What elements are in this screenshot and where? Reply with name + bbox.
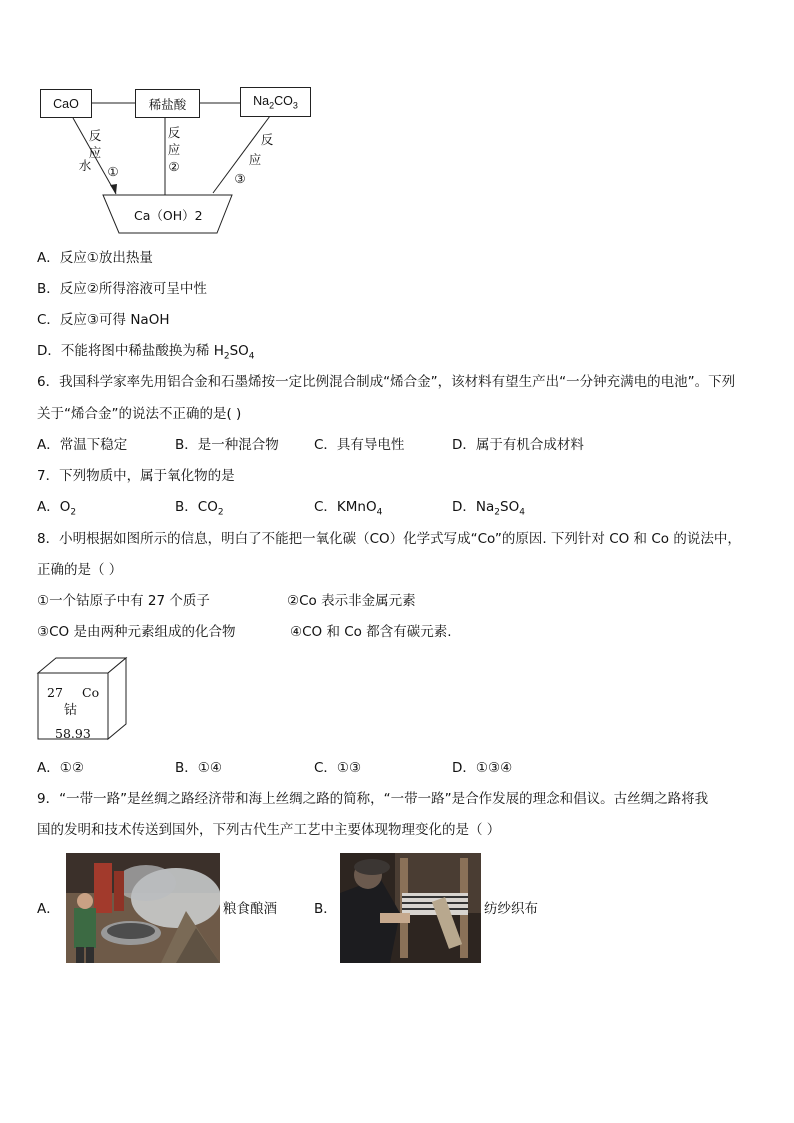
q6-stem-line1: 6．我国科学家率先用铝合金和石墨烯按一定比例混合制成“烯合金”，该材料有望生产出“一分钟充满电的电池”。下列	[37, 374, 736, 390]
q8-statement-3: ③CO 是由两种元素组成的化合物	[37, 624, 236, 640]
q6-option-a[interactable]: A．常温下稳定	[37, 437, 128, 453]
q5-option-b[interactable]: B．反应②所得溶液可呈中性	[37, 281, 207, 297]
q5-option-a[interactable]: A．反应①放出热量	[37, 250, 153, 266]
element-symbol: Co	[82, 685, 100, 700]
q8-stem-line2: 正确的是（ ）	[37, 562, 123, 578]
q8-option-b[interactable]: B．①④	[175, 760, 222, 776]
element-name: 钴	[64, 703, 78, 718]
q8-statement-1: ①一个钴原子中有 27 个质子	[37, 593, 210, 609]
weaving-photo-image	[340, 853, 481, 963]
q6-option-b[interactable]: B．是一种混合物	[175, 437, 279, 453]
brewing-photo	[66, 853, 220, 963]
q8-stem-line1: 8．小明根据如图所示的信息，明白了不能把一氧化碳（CO）化学式写成“Co”的原因. 下列针对 CO 和 Co 的说法中，	[37, 531, 741, 547]
water-label: 水	[78, 158, 92, 173]
reaction-3-label: 反	[260, 132, 274, 147]
q9-option-b-text: 纺纱织布	[484, 901, 538, 917]
q7-option-c[interactable]: C．KMnO$_4$	[314, 499, 383, 518]
weaving-photo	[340, 853, 481, 963]
node-caoh2: Ca（OH）2	[134, 208, 203, 223]
q9-stem-line2: 国的发明和技术传送到国外，下列古代生产工艺中主要体现物理变化的是（ ）	[37, 822, 501, 838]
reaction-2-label: 反 应 ②	[167, 125, 181, 174]
q9-option-a-letter[interactable]: A．	[37, 901, 60, 917]
q8-statement-2: ②Co 表示非金属元素	[287, 593, 416, 609]
q7-option-a[interactable]: A．$O_2$	[37, 499, 77, 518]
brewing-photo-image	[66, 853, 220, 963]
node-cao: CaO	[40, 89, 92, 118]
q9-option-b-letter[interactable]: B．	[314, 901, 337, 917]
diagram-lines	[0, 0, 794, 240]
node-hcl: 稀盐酸	[135, 89, 200, 118]
q8-option-d[interactable]: D．①③④	[452, 760, 513, 776]
q7-option-b[interactable]: B．$CO_2$	[175, 499, 224, 518]
reaction-1-number: ①	[107, 164, 119, 179]
q6-stem-line2: 关于“烯合金”的说法不正确的是( )	[37, 406, 242, 422]
q5-option-c[interactable]: C．反应③可得 NaOH	[37, 312, 170, 328]
q8-option-c[interactable]: C．①③	[314, 760, 362, 776]
q6-option-c[interactable]: C．具有导电性	[314, 437, 405, 453]
reaction-3-number: ③	[234, 171, 246, 186]
q7-option-d[interactable]: D．$Na_2SO_4$	[452, 499, 525, 518]
element-atomic-number: 27	[47, 685, 63, 700]
q9-stem-line1: 9．“一带一路”是丝绸之路经济带和海上丝绸之路的简称，“一带一路”是合作发展的理念和倡议。古丝绸之路将我	[37, 791, 709, 807]
element-mass: 58.93	[55, 726, 91, 741]
q6-option-d[interactable]: D．属于有机合成材料	[452, 437, 584, 453]
q9-option-a-text: 粮食酿酒	[223, 901, 277, 917]
reaction-1-label: 反 应	[88, 128, 102, 160]
q8-statement-4: ④CO 和 Co 都含有碳元素.	[290, 624, 452, 640]
q7-stem: 7．下列物质中，属于氧化物的是	[37, 468, 235, 484]
node-na2co3: $Na_2CO_3$	[240, 87, 311, 117]
q8-option-a[interactable]: A．①②	[37, 760, 84, 776]
reaction-3-label-2: 应	[248, 152, 262, 167]
q5-option-d[interactable]: D．不能将图中稀盐酸换为稀 $H_2SO_4$	[37, 343, 255, 362]
